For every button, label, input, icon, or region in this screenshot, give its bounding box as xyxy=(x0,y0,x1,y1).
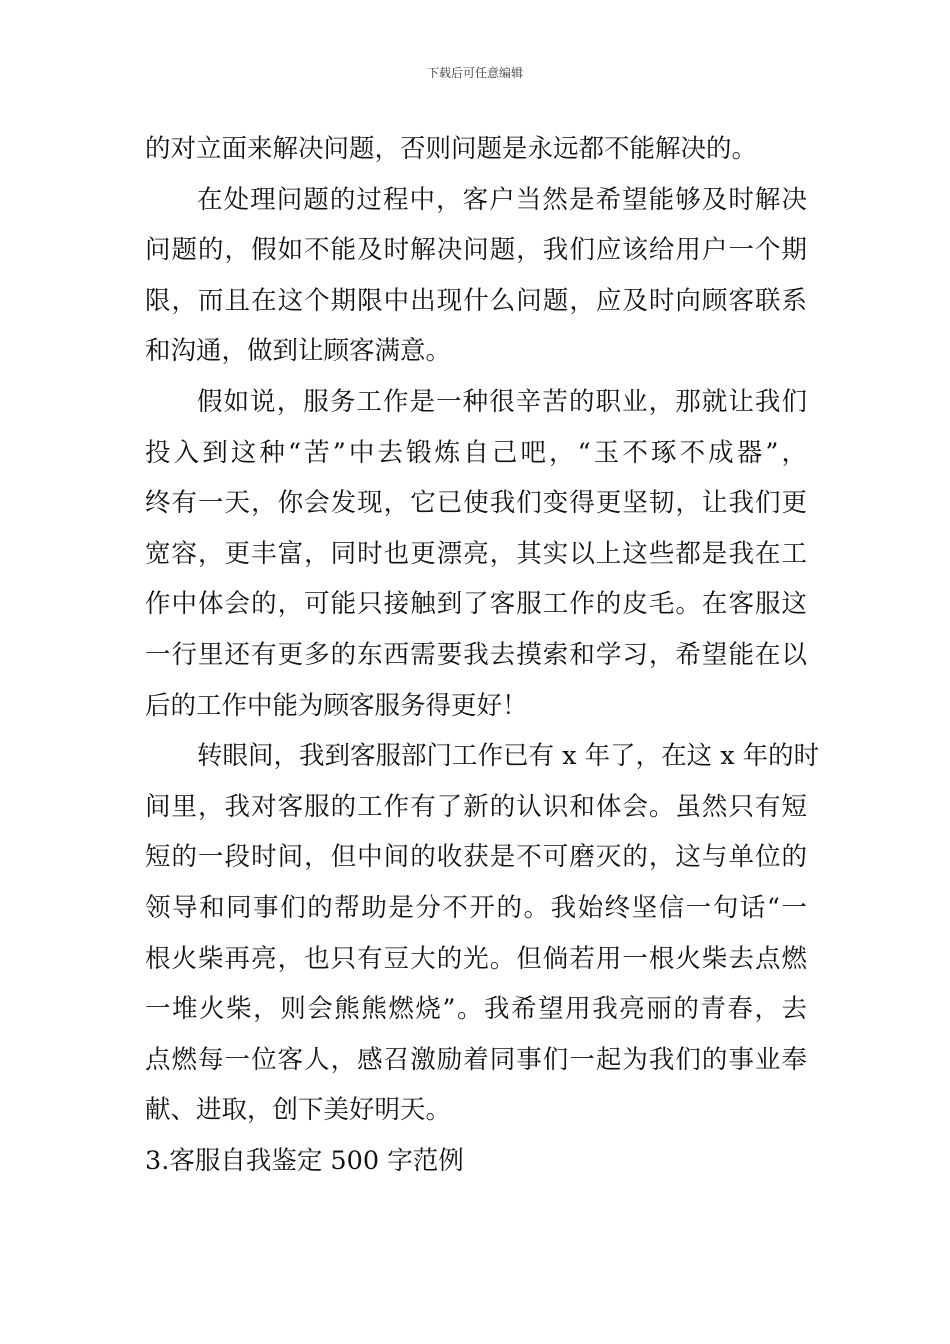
text-line: 投入到这种“苦”中去锻炼自己吧，“玉不琢不成器”， xyxy=(145,437,807,468)
document-body xyxy=(145,124,820,1186)
text-line: 一堆火柴，则会熊熊燃烧”。我希望用我亮丽的青春，去 xyxy=(145,994,807,1025)
text-line: 转眼间，我到客服部门工作已有 x 年了，在这 x 年的时 xyxy=(197,741,820,772)
text-line: 短的一段时间，但中间的收获是不可磨灭的，这与单位的 xyxy=(145,842,807,873)
paragraph-experience xyxy=(145,731,820,1136)
text-line: 一行里还有更多的东西需要我去摸索和学习，希望能在以 xyxy=(145,639,807,670)
paragraph-continuation xyxy=(145,124,807,175)
page-header: 下载后可任意编辑 xyxy=(426,66,523,80)
text-line: 在处理问题的过程中，客户当然是希望能够及时解决 xyxy=(197,184,807,215)
text-line: 假如说，服务工作是一种很辛苦的职业，那就让我们 xyxy=(197,386,807,417)
paragraph-service-work xyxy=(145,377,807,731)
text-line: 间里，我对客服的工作有了新的认识和体会。虽然只有短 xyxy=(145,791,807,822)
text-line: 和沟通，做到让顾客满意。 xyxy=(145,336,452,367)
paragraph-problem-handling xyxy=(145,175,807,377)
text-line: 限，而且在这个期限中出现什么问题，应及时向顾客联系 xyxy=(145,285,807,316)
text-line: 点燃每一位客人，感召激励着同事们一起为我们的事业奉 xyxy=(145,1044,807,1075)
text-line: 献、进取，创下美好明天。 xyxy=(145,1095,452,1126)
text-line: 领导和同事们的帮助是分不开的。我始终坚信一句话“一 xyxy=(145,892,807,923)
text-line: 作中体会的，可能只接触到了客服工作的皮毛。在客服这 xyxy=(145,589,807,620)
text-line: 宽容，更丰富，同时也更漂亮，其实以上这些都是我在工 xyxy=(145,538,807,569)
text-line: 根火柴再亮，也只有豆大的光。但倘若用一根火柴去点燃 xyxy=(145,943,807,974)
text-line: 的对立面来解决问题，否则问题是永远都不能解决的。 xyxy=(145,134,758,164)
text-line: 终有一天，你会发现，它已使我们变得更坚韧，让我们更 xyxy=(145,488,807,519)
text-line: 问题的，假如不能及时解决问题，我们应该给用户一个期 xyxy=(145,235,807,266)
text-line: 后的工作中能为顾客服务得更好！ xyxy=(145,690,528,721)
section-title: 3.客服自我鉴定 500 字范例 xyxy=(145,1145,464,1176)
